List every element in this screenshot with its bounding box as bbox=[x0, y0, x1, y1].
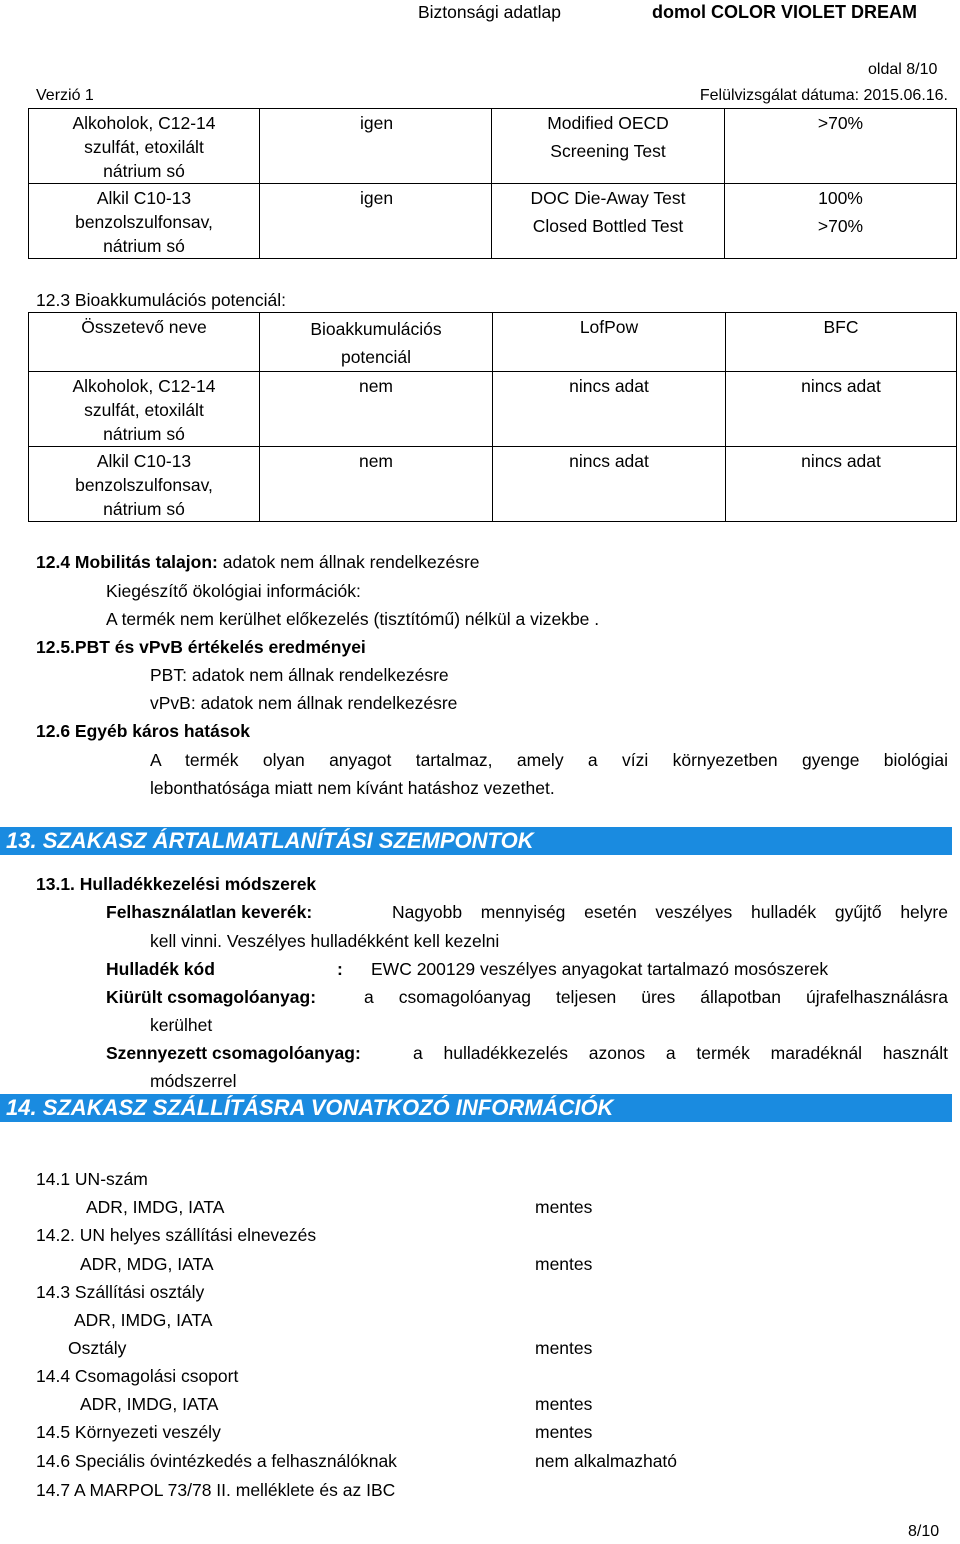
transport-class-sub: ADR, IMDG, IATA bbox=[74, 1310, 213, 1330]
section-12-6-line1: A termék olyan anyagot tartalmaz, amely a vízi környezetben gyenge biológiai bbox=[150, 750, 948, 770]
cell-line: >70% bbox=[817, 216, 864, 236]
unused-mixture-text2: kell vinni. Veszélyes hulladékként kell kezelni bbox=[150, 931, 500, 951]
bfc-cell bbox=[726, 372, 957, 447]
cell-line: Összetevő neve bbox=[81, 317, 207, 337]
un-number-value: mentes bbox=[535, 1197, 593, 1217]
section-12-5-title: 12.5.PBT és vPvB értékelés eredményei bbox=[36, 637, 366, 657]
cell-line: nincs adat bbox=[569, 451, 649, 471]
cell-line: nincs adat bbox=[569, 376, 649, 396]
table-row bbox=[29, 372, 957, 447]
page-number: oldal 8/10 bbox=[868, 61, 938, 78]
packing-group-sub: ADR, IMDG, IATA bbox=[80, 1394, 219, 1414]
footer-page: 8/10 bbox=[908, 1523, 940, 1540]
cell-line: igen bbox=[360, 113, 394, 133]
section-12-6-line2: lebonthatósága miatt nem kívánt hatáshoz vezethet. bbox=[150, 778, 555, 798]
component-name bbox=[29, 372, 260, 447]
cell-line: LofPow bbox=[579, 317, 639, 337]
dirty-packaging-text1: a hulladékkezelés azonos a termék maradéknál használt bbox=[413, 1043, 948, 1063]
dirty-packaging-text2: módszerrel bbox=[150, 1071, 237, 1091]
special-precautions-label: 14.6 Speciális óvintézkedés a felhasználóknak bbox=[36, 1451, 397, 1471]
table-row bbox=[29, 184, 957, 259]
vpvb-text: vPvB: adatok nem állnak rendelkezésre bbox=[150, 693, 458, 713]
doc-type: Biztonsági adatlap bbox=[418, 2, 562, 22]
transport-class-value: mentes bbox=[535, 1338, 593, 1358]
lofpow-cell bbox=[493, 372, 726, 447]
section-13-bar: 13. SZAKASZ ÁRTALMATLANÍTÁSI SZEMPONTOK bbox=[0, 827, 952, 855]
version: Verzió 1 bbox=[36, 87, 94, 104]
cell-line: nincs adat bbox=[801, 451, 881, 471]
un-number-label: 14.1 UN-szám bbox=[36, 1169, 148, 1189]
bio-cell bbox=[260, 447, 493, 522]
section-12-4-title: 12.4 Mobilitás talajon: bbox=[36, 552, 218, 572]
eco-info-text: A termék nem kerülhet előkezelés (tisztítómű) nélkül a vizekbe . bbox=[106, 609, 600, 629]
bfc-cell bbox=[726, 447, 957, 522]
cell-line: Alkil C10-13 bbox=[96, 188, 192, 208]
shipping-name-sub: ADR, MDG, IATA bbox=[80, 1254, 214, 1274]
waste-code-label: Hulladék kód bbox=[106, 959, 215, 979]
revision-date: Felülvizsgálat dátuma: 2015.06.16. bbox=[699, 87, 948, 104]
waste-code-colon: : bbox=[337, 959, 343, 979]
section-13-1-title: 13.1. Hulladékkezelési módszerek bbox=[36, 874, 317, 894]
flag-cell bbox=[260, 184, 492, 259]
cell-line: Alkil C10-13 bbox=[96, 451, 192, 471]
env-hazard-label: 14.5 Környezeti veszély bbox=[36, 1422, 221, 1442]
version-line bbox=[36, 86, 948, 109]
special-precautions-value: nem alkalmazható bbox=[535, 1451, 678, 1471]
unused-mixture-label: Felhasználatlan keverék: bbox=[106, 902, 313, 922]
lofpow-cell bbox=[493, 447, 726, 522]
packing-group-value: mentes bbox=[535, 1394, 593, 1414]
cell-line: DOC Die-Away Test bbox=[530, 188, 686, 208]
product-name: domol COLOR VIOLET DREAM bbox=[652, 2, 917, 22]
method-cell bbox=[492, 109, 725, 184]
cell-line: nátrium só bbox=[103, 161, 185, 181]
component-name bbox=[29, 184, 260, 259]
header-cell bbox=[726, 313, 957, 372]
cell-line: nátrium só bbox=[103, 424, 185, 444]
packing-group-label: 14.4 Csomagolási csoport bbox=[36, 1366, 239, 1386]
section-12-3-title: 12.3 Bioakkumulációs potenciál: bbox=[36, 290, 287, 310]
table-header-row bbox=[29, 313, 957, 372]
cell-line: Bioakkumulációs potenciál bbox=[310, 319, 442, 367]
cell-line: nátrium só bbox=[103, 499, 185, 519]
section-12-4 bbox=[36, 552, 480, 572]
env-hazard-value: mentes bbox=[535, 1422, 593, 1442]
pbt-text: PBT: adatok nem állnak rendelkezésre bbox=[150, 665, 449, 685]
shipping-name-value: mentes bbox=[535, 1254, 593, 1274]
un-number-sub: ADR, IMDG, IATA bbox=[86, 1197, 225, 1217]
cell-line: 100% bbox=[818, 188, 863, 208]
value-cell bbox=[725, 184, 957, 259]
unused-mixture-text1: Nagyobb mennyiség esetén veszélyes hulladék gyűjtő helyre bbox=[392, 902, 948, 922]
shipping-name-label: 14.2. UN helyes szállítási elnevezés bbox=[36, 1225, 317, 1245]
marpol-label: 14.7 A MARPOL 73/78 II. melléklete és az IBC bbox=[36, 1480, 396, 1500]
table-row bbox=[29, 109, 957, 184]
cell-line: Alkoholok, C12-14 bbox=[72, 376, 216, 396]
transport-class-sub2: Osztály bbox=[68, 1338, 127, 1358]
method-cell bbox=[492, 184, 725, 259]
cell-line: BFC bbox=[823, 317, 859, 337]
header-cell bbox=[260, 313, 493, 372]
dirty-packaging-label: Szennyezett csomagolóanyag: bbox=[106, 1043, 361, 1063]
table-row bbox=[29, 447, 957, 522]
section-14-bar: 14. SZAKASZ SZÁLLÍTÁSRA VONATKOZÓ INFORMÁCIÓK bbox=[0, 1094, 952, 1122]
section-12-6-title: 12.6 Egyéb káros hatások bbox=[36, 721, 250, 741]
cell-line: benzolszulfonsav, bbox=[75, 475, 213, 495]
cell-line: nátrium só bbox=[103, 236, 185, 256]
flag-cell bbox=[260, 109, 492, 184]
value-cell bbox=[725, 109, 957, 184]
cell-line: nincs adat bbox=[801, 376, 881, 396]
cell-line: Modified OECD bbox=[547, 113, 669, 133]
header-cell bbox=[493, 313, 726, 372]
empty-packaging-text1: a csomagolóanyag teljesen üres állapotban újrafelhasználásra bbox=[364, 987, 948, 1007]
eco-info-label: Kiegészítő ökológiai információk: bbox=[106, 581, 361, 601]
biodegradability-table bbox=[28, 108, 957, 259]
empty-packaging-label: Kiürült csomagolóanyag: bbox=[106, 987, 317, 1007]
cell-line: nem bbox=[358, 376, 394, 396]
section-12-4-text: adatok nem állnak rendelkezésre bbox=[217, 552, 480, 572]
bio-cell bbox=[260, 372, 493, 447]
header-cell bbox=[29, 313, 260, 372]
cell-line: Closed Bottled Test bbox=[532, 216, 684, 236]
transport-class-label: 14.3 Szállítási osztály bbox=[36, 1282, 205, 1302]
bioaccumulation-table bbox=[28, 312, 957, 522]
cell-line: szulfát, etoxilált bbox=[84, 400, 204, 420]
cell-line: nem bbox=[358, 451, 394, 471]
cell-line: Alkoholok, C12-14 bbox=[72, 113, 216, 133]
component-name bbox=[29, 447, 260, 522]
waste-code-text: EWC 200129 veszélyes anyagokat tartalmazó mosószerek bbox=[371, 959, 829, 979]
cell-line: benzolszulfonsav, bbox=[75, 212, 213, 232]
cell-line: igen bbox=[360, 188, 394, 208]
empty-packaging-text2: kerülhet bbox=[150, 1015, 213, 1035]
component-name bbox=[29, 109, 260, 184]
cell-line: Screening Test bbox=[550, 141, 666, 161]
cell-line: szulfát, etoxilált bbox=[84, 137, 204, 157]
cell-line: >70% bbox=[817, 113, 864, 133]
